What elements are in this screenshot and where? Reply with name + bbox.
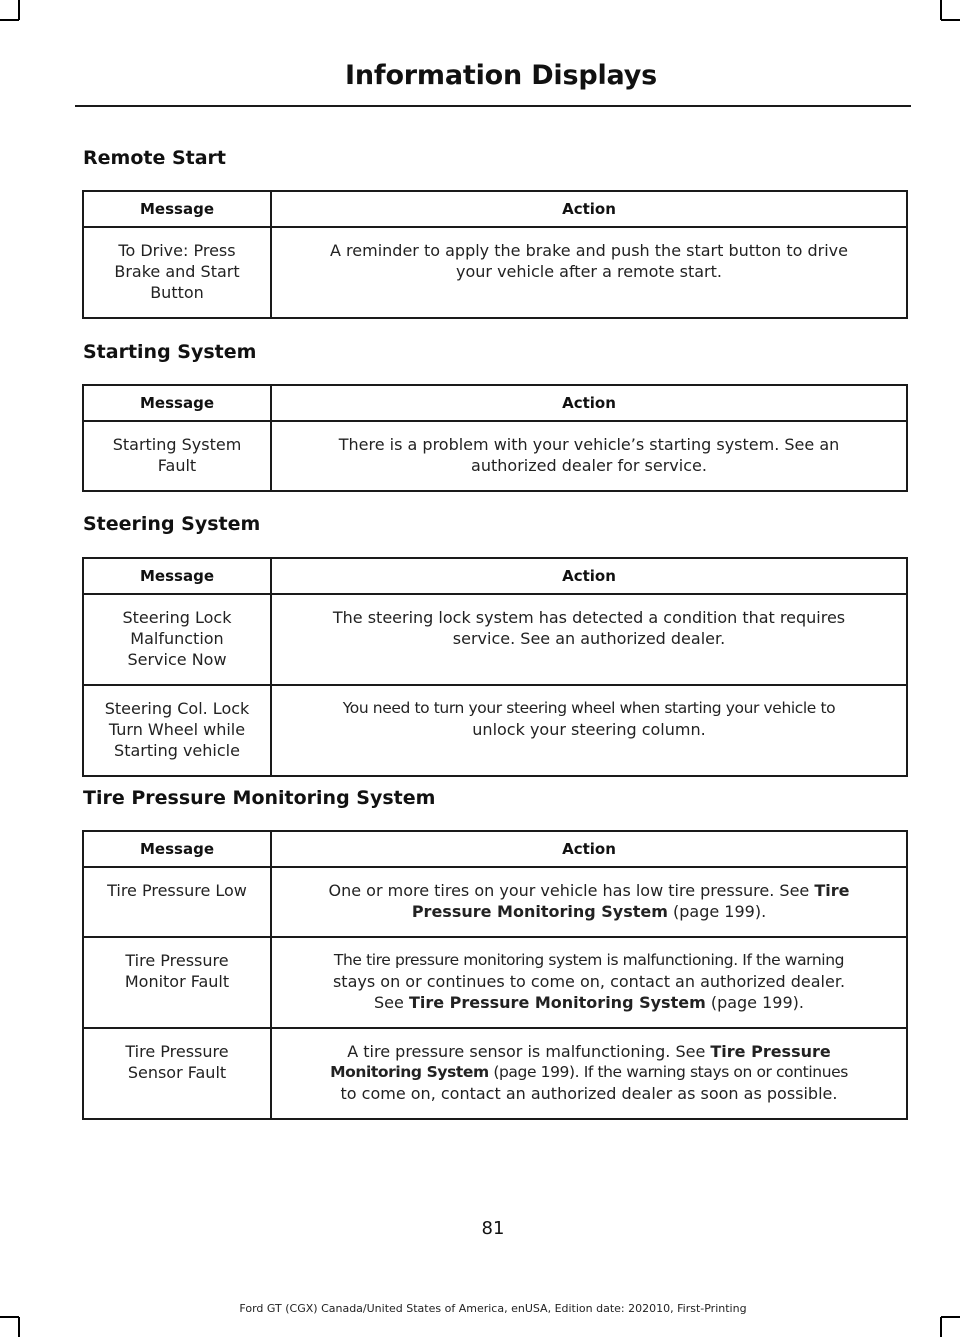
column-header-message: Message (83, 191, 271, 227)
page-title: Information Displays (345, 60, 657, 91)
action-cell: The tire pressure monitoring system is malfunctioning. If the warning stays on or continues to come on, contact an authorized dealer. See Tire Pressure Monitoring System (page 199). (271, 937, 907, 1028)
section-heading-remote-start: Remote Start (83, 147, 226, 169)
table-row (83, 685, 907, 776)
column-header-action: Action (271, 558, 907, 594)
column-header-action: Action (271, 191, 907, 227)
action-cell: A tire pressure sensor is malfunctioning. See Tire Pressure Monitoring System (page 199). If the warning stays on or continues to come on, contact an authorized dealer as soon as possible. (271, 1028, 907, 1119)
tire-pressure-table (82, 830, 908, 1120)
crop-mark-bottom-left (18, 1317, 20, 1337)
crop-mark-top-left (0, 19, 19, 21)
action-cell: You need to turn your steering wheel when starting your vehicle to unlock your steering column. (271, 685, 907, 776)
crop-mark-top-left (18, 0, 20, 20)
action-cell: One or more tires on your vehicle has low tire pressure. See Tire Pressure Monitoring System (page 199). (271, 867, 907, 937)
table-header-row (83, 191, 907, 227)
message-cell: Steering Col. Lock Turn Wheel while Starting vehicle (83, 685, 271, 776)
message-cell: Tire Pressure Low (83, 867, 271, 937)
table-header-row (83, 558, 907, 594)
cross-reference-link[interactable]: Tire (814, 881, 850, 900)
action-cell: A reminder to apply the brake and push the start button to drive your vehicle after a remote start. (271, 227, 907, 318)
cross-reference-link[interactable]: Tire Pressure Monitoring System (408, 993, 706, 1012)
cross-reference-link[interactable]: Pressure Monitoring System (411, 902, 668, 921)
crop-mark-bottom-right (940, 1317, 942, 1337)
crop-mark-top-right (941, 19, 960, 21)
column-header-message: Message (83, 385, 271, 421)
crop-mark-top-right (940, 0, 942, 20)
table-header-row (83, 831, 907, 867)
table-row (83, 937, 907, 1028)
column-header-action: Action (271, 831, 907, 867)
message-cell: Starting System Fault (83, 421, 271, 491)
table-row (83, 867, 907, 937)
footer-edition-info: Ford GT (CGX) Canada/United States of America, enUSA, Edition date: 202010, First-Printing (239, 1302, 747, 1315)
crop-mark-bottom-left (0, 1316, 19, 1318)
header-divider (75, 105, 911, 107)
column-header-message: Message (83, 558, 271, 594)
section-heading-tire-pressure: Tire Pressure Monitoring System (83, 787, 436, 809)
column-header-action: Action (271, 385, 907, 421)
page-number: 81 (481, 1218, 505, 1239)
crop-mark-bottom-right (941, 1316, 960, 1318)
table-row (83, 227, 907, 318)
message-cell: Tire Pressure Monitor Fault (83, 937, 271, 1028)
table-row (83, 1028, 907, 1119)
message-cell: Tire Pressure Sensor Fault (83, 1028, 271, 1119)
section-heading-starting-system: Starting System (83, 341, 257, 363)
section-heading-steering-system: Steering System (83, 513, 261, 535)
column-header-message: Message (83, 831, 271, 867)
message-cell: Steering Lock Malfunction Service Now (83, 594, 271, 685)
starting-system-table (82, 384, 908, 492)
cross-reference-link[interactable]: Tire Pressure (710, 1042, 831, 1061)
steering-system-table (82, 557, 908, 777)
remote-start-table (82, 190, 908, 319)
cross-reference-link[interactable]: Monitoring System (330, 1063, 489, 1081)
table-header-row (83, 385, 907, 421)
action-cell: There is a problem with your vehicle’s starting system. See an authorized dealer for service. (271, 421, 907, 491)
action-cell: The steering lock system has detected a condition that requires service. See an authorized dealer. (271, 594, 907, 685)
table-row (83, 421, 907, 491)
message-cell: To Drive: Press Brake and Start Button (83, 227, 271, 318)
table-row (83, 594, 907, 685)
